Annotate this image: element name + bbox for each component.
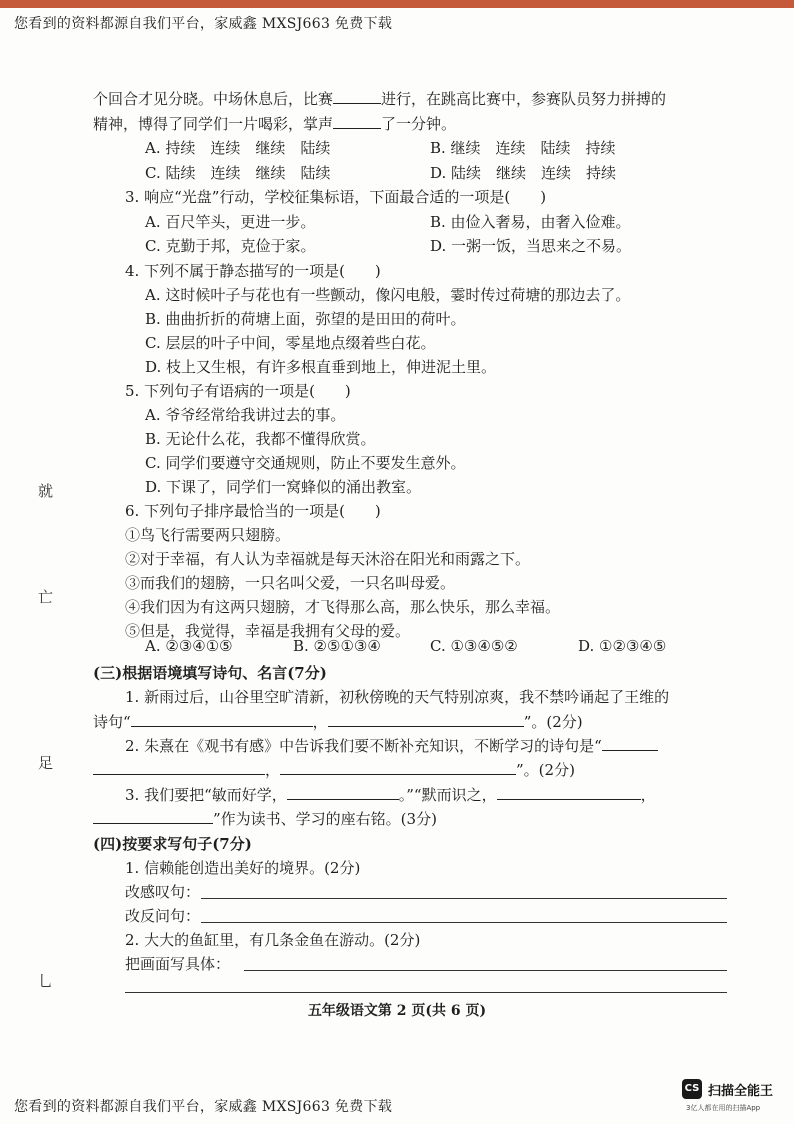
sec3-text: 3. 我们要把“敏而好学，	[125, 786, 287, 804]
answer-line[interactable]	[125, 992, 727, 993]
q6-option-c: C. ①③④⑤②	[430, 637, 518, 655]
sec3-text: ，	[312, 713, 328, 731]
q6-stem: 6. 下列句子排序最恰当的一项是( )	[125, 502, 381, 520]
sec3-text: ，	[265, 761, 281, 779]
answer-blank[interactable]	[131, 712, 313, 727]
sec3-q1-line-2	[93, 711, 583, 732]
q3-option-a: A. 百尺竿头，更进一步。	[145, 213, 316, 231]
answer-blank[interactable]	[333, 89, 381, 104]
watermark-bottom: 您看到的资料都源自我们平台，家威鑫 MXSJ663 免费下载	[14, 1099, 393, 1115]
section-3-title: (三)根据语境填写诗句、名言(7分)	[93, 664, 327, 682]
margin-char: 足	[38, 754, 54, 772]
answer-line[interactable]	[201, 898, 727, 899]
q6-sentence-4: ④我们因为有这两只翅膀，才飞得那么高，那么快乐，那么幸福。	[125, 598, 561, 616]
q5-option-c: C. 同学们要遵守交通规则，防止不要发生意外。	[145, 454, 466, 472]
sec4-q1: 1. 信赖能创造出美好的境界。(2分)	[125, 859, 361, 877]
q3-stem: 3. 响应“光盘”行动，学校征集标语，下面最合适的一项是( )	[125, 188, 547, 206]
answer-blank[interactable]	[328, 712, 524, 727]
margin-char: 就	[38, 482, 54, 500]
answer-blank[interactable]	[280, 760, 516, 775]
q2-line-2	[93, 113, 456, 134]
logo-name: 扫描全能王	[708, 1084, 774, 1099]
q6-sentence-5: ⑤但是，我觉得，幸福是我拥有父母的爱。	[125, 622, 411, 640]
answer-blank[interactable]	[287, 785, 399, 800]
camscanner-icon: CS	[682, 1079, 702, 1099]
sec3-q2-line-2	[93, 759, 575, 780]
q5-stem: 5. 下列句子有语病的一项是( )	[125, 382, 351, 400]
q2-text: 精神，博得了同学们一片喝彩，掌声	[93, 115, 334, 133]
sec3-q3-line-1	[125, 784, 656, 805]
answer-blank[interactable]	[497, 785, 641, 800]
sec3-text: ”。(2分)	[523, 713, 583, 731]
sec3-text: ”。(2分)	[516, 761, 575, 779]
q5-option-a: A. 爷爷经常给我讲过去的事。	[145, 406, 346, 424]
section-4-title: (四)按要求写句子(7分)	[93, 835, 252, 853]
q6-option-d: D. ①②③④⑤	[578, 637, 667, 655]
sec3-q3-line-2	[93, 808, 437, 829]
answer-blank[interactable]	[93, 809, 213, 824]
q6-sentence-3: ③而我们的翅膀，一只名叫父爱，一只名叫母爱。	[125, 574, 456, 592]
q4-option-a: A. 这时候叶子与花也有一些颤动，像闪电般，霎时传过荷塘的那边去了。	[145, 286, 631, 304]
q3-option-b: B. 由俭入奢易，由奢入俭难。	[430, 213, 631, 231]
answer-line[interactable]	[244, 970, 727, 971]
q2-option-a: A. 持续 连续 继续 陆续	[145, 139, 331, 157]
camscanner-logo	[682, 1079, 792, 1115]
sec3-q2-line-1	[125, 735, 658, 756]
q4-option-c: C. 层层的叶子中间，零星地点缀着些白花。	[145, 334, 436, 352]
q6-option-a: A. ②③④①⑤	[145, 637, 233, 655]
logo-subtitle: 3亿人都在用的扫描App	[686, 1104, 761, 1112]
answer-blank[interactable]	[602, 736, 658, 751]
sec3-text: ，	[640, 786, 656, 804]
q2-option-c: C. 陆续 连续 继续 陆续	[145, 164, 331, 182]
sec4-q2: 2. 大大的鱼缸里，有几条金鱼在游动。(2分)	[125, 931, 421, 949]
margin-char: 乚	[38, 972, 54, 990]
q6-sentence-1: ①鸟飞行需要两只翅膀。	[125, 526, 291, 544]
page-footer: 五年级语文第 2 页(共 6 页)	[307, 1003, 487, 1019]
q5-option-b: B. 无论什么花，我都不懂得欣赏。	[145, 430, 376, 448]
answer-line[interactable]	[201, 922, 727, 923]
q6-option-b: B. ②⑤①③④	[293, 637, 381, 655]
top-edge-strip	[0, 0, 794, 8]
q2-text: 了一分钟。	[381, 115, 457, 133]
sec3-q1-line-1: 1. 新雨过后，山谷里空旷清新，初秋傍晚的天气特别凉爽，我不禁吟诵起了王维的	[125, 688, 670, 706]
q5-option-d: D. 下课了，同学们一窝蜂似的涌出教室。	[145, 478, 422, 496]
q6-sentence-2: ②对于幸福，有人认为幸福就是每天沐浴在阳光和雨露之下。	[125, 550, 531, 568]
q3-option-c: C. 克勤于邦，克俭于家。	[145, 237, 316, 255]
q2-line-1	[93, 88, 666, 109]
q2-text: 进行，在跳高比赛中，参赛队员努力拼搏的	[381, 90, 667, 108]
sec3-text: 2. 朱熹在《观书有感》中告诉我们要不断补充知识，不断学习的诗句是“	[125, 737, 602, 755]
answer-blank[interactable]	[333, 114, 381, 129]
q2-option-b: B. 继续 连续 陆续 持续	[430, 139, 616, 157]
answer-blank[interactable]	[93, 760, 265, 775]
sec4-q1-label-rhetorical: 改反问句：	[125, 907, 201, 925]
q4-option-b: B. 曲曲折折的荷塘上面，弥望的是田田的荷叶。	[145, 310, 466, 328]
sec3-text: ”作为读书、学习的座右铭。(3分)	[213, 810, 437, 828]
q2-text: 个回合才见分晓。中场休息后，比赛	[93, 90, 334, 108]
q4-stem: 4. 下列不属于静态描写的一项是( )	[125, 262, 381, 280]
sec4-q1-label-exclamatory: 改感叹句：	[125, 883, 201, 901]
q3-option-d: D. 一粥一饭，当思来之不易。	[430, 237, 632, 255]
margin-char: 亡	[38, 588, 54, 606]
sec3-text: 。”“默而识之，	[398, 786, 497, 804]
sec3-text: 诗句“	[93, 713, 131, 731]
q4-option-d: D. 枝上又生根，有许多根直垂到地上，伸进泥土里。	[145, 358, 497, 376]
sec4-q2-label: 把画面写具体：	[125, 955, 231, 973]
watermark-top: 您看到的资料都源自我们平台，家威鑫 MXSJ663 免费下载	[14, 16, 393, 32]
q2-option-d: D. 陆续 继续 连续 持续	[430, 164, 617, 182]
